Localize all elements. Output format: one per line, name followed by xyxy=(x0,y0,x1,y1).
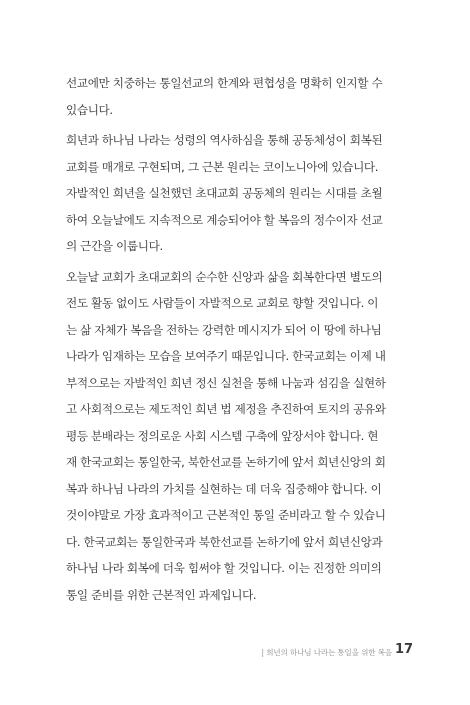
text-line: 나라가 임재하는 모습을 보여주기 때문입니다. 한국교회는 이제 내 xyxy=(66,349,386,363)
page-footer xyxy=(0,642,470,664)
text-line: 평등 분배라는 정의로운 사회 시스템 구축에 앞장서야 합니다. 현 xyxy=(66,428,379,443)
text-line: 교회를 매개로 구현되며, 그 근본 원리는 코이노니아에 있습니다. xyxy=(66,159,379,174)
paragraph-3 xyxy=(66,264,406,609)
text-line: 다. 한국교회는 통일한국과 북한선교를 논하기에 앞서 희년신앙과 xyxy=(66,534,383,549)
text-line: 통일 준비를 위한 근본적인 과제입니다. xyxy=(66,587,257,602)
text-line: 고 사회적으로는 제도적인 희년 법 제정을 추진하여 토지의 공유와 xyxy=(66,402,386,416)
page-number: 17 xyxy=(395,642,414,657)
text-line: 는 삶 자체가 복음을 전하는 강력한 메시지가 되어 이 땅에 하나님 xyxy=(66,322,382,337)
text-line: 선교에만 치중하는 통일선교의 한계와 편협성을 명확히 인지할 수 xyxy=(66,76,383,90)
paragraph-2 xyxy=(66,127,406,260)
running-title: | 희년의 하나님 나라는 통일을 위한 복음 xyxy=(261,648,392,657)
text-line: 재 한국교회는 통일한국, 북한선교를 논하기에 앞서 희년신앙의 회 xyxy=(66,455,386,469)
text-line: 부적으로는 자발적인 희년 정신 실천을 통해 나눔과 섬김을 실현하 xyxy=(66,375,386,390)
text-line: 희년과 하나님 나라는 성령의 역사하심을 통해 공동체성이 회복된 xyxy=(66,133,383,147)
text-line: 의 근간을 이룹니다. xyxy=(66,239,163,253)
text-line: 오늘날 교회가 초대교회의 순수한 신앙과 삶을 회복한다면 별도의 xyxy=(66,269,383,284)
body-text xyxy=(66,70,406,612)
text-line: 복과 하나님 나라의 가치를 실현하는 데 더욱 집중해야 합니다. 이 xyxy=(66,481,382,496)
text-line: 있습니다. xyxy=(66,102,113,117)
text-line: 하나님 나라 회복에 더욱 힘써야 할 것입니다. 이는 진정한 의미의 xyxy=(66,561,382,575)
text-line: 하여 오늘날에도 지속적으로 계승되어야 할 복음의 정수이자 선교 xyxy=(66,212,383,227)
text-line: 자발적인 희년을 실천했던 초대교회 공동체의 원리는 시대를 초월 xyxy=(66,186,383,200)
text-line: 것이야말로 가장 효과적이고 근본적인 통일 준비라고 할 수 있습니 xyxy=(66,508,386,522)
paragraph-1 xyxy=(66,70,406,123)
text-line: 전도 활동 없이도 사람들이 자발적으로 교회로 향할 것입니다. 이 xyxy=(66,296,379,310)
